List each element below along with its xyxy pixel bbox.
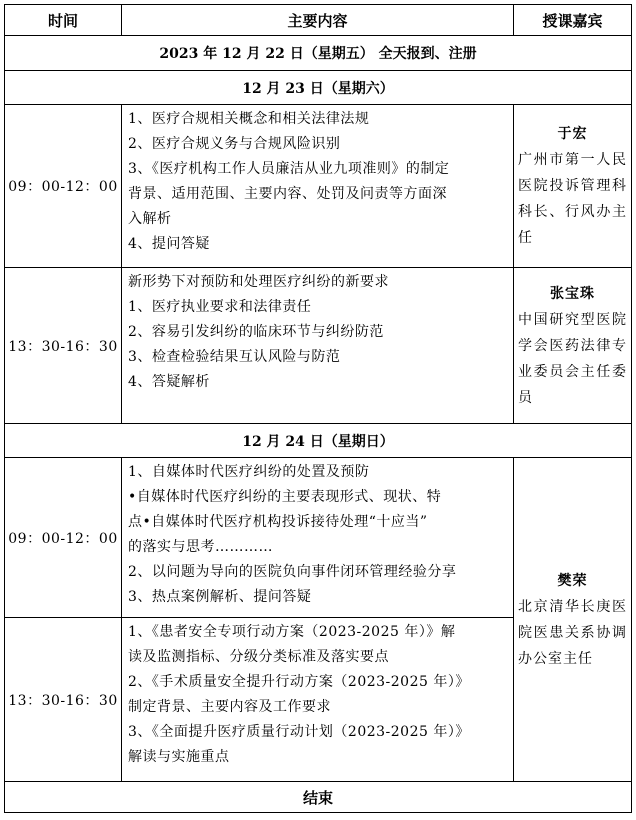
day2-row xyxy=(5,424,632,458)
content-line: 解读与实施重点 xyxy=(128,749,230,765)
content-line: 3、检查检验结果互认风险与防范 xyxy=(128,349,341,365)
content-line: 3、热点案例解析、提问答疑 xyxy=(128,589,312,605)
content-line: 的落实与思考………… xyxy=(128,539,273,555)
content-line: 新形势下对预防和处理医疗纠纷的新要求 xyxy=(128,274,389,290)
registration-row xyxy=(5,36,632,71)
end-row xyxy=(5,782,632,813)
end-label: 结束 xyxy=(5,782,632,813)
speaker-name: 张宝珠 xyxy=(550,285,595,302)
content-line: 1、医疗合规相关概念和相关法律法规 xyxy=(128,111,370,127)
content-line: 1、医疗执业要求和法律责任 xyxy=(128,299,312,315)
day1-session-morning xyxy=(5,105,632,268)
registration-text: 2023 年 12 月 22 日（星期五） 全天报到、注册 xyxy=(5,36,632,71)
content-line: 1、《患者安全专项行动方案（2023-2025 年）》解 xyxy=(128,624,456,640)
content-line: 1、自媒体时代医疗纠纷的处置及预防 xyxy=(128,464,370,480)
session-time: 09：00-12：00 xyxy=(5,105,122,268)
speaker-title: 广州市第一人民医院投诉管理科科长、行风办主任 xyxy=(518,152,627,246)
content-line: 2、以问题为导向的医院负向事件闭环管理经验分享 xyxy=(128,564,457,580)
day2-label: 12 月 24 日（星期日） xyxy=(5,424,632,458)
header-row xyxy=(5,5,632,36)
schedule-sheet xyxy=(4,4,631,816)
content-line: 2、《手术质量安全提升行动方案（2023-2025 年）》 xyxy=(128,674,470,690)
day1-label: 12 月 23 日（星期六） xyxy=(5,71,632,105)
session-content xyxy=(122,458,514,618)
header-speaker: 授课嘉宾 xyxy=(514,5,632,36)
day2-session-morning xyxy=(5,458,632,618)
speaker-cell xyxy=(514,458,632,782)
speaker-title: 中国研究型医院学会医药法律专业委员会主任委员 xyxy=(518,311,627,406)
session-time: 13：30-16：30 xyxy=(5,618,122,782)
schedule-table xyxy=(4,4,632,813)
content-line: 3、《全面提升医疗质量行动计划（2023-2025 年）》 xyxy=(128,724,470,740)
session-time: 13：30-16：30 xyxy=(5,268,122,424)
session-time: 09：00-12：00 xyxy=(5,458,122,618)
speaker-name: 于宏 xyxy=(557,126,588,142)
content-line: 4、提问答疑 xyxy=(128,236,210,252)
day1-session-afternoon xyxy=(5,268,632,424)
speaker-cell xyxy=(514,105,632,268)
speaker-name: 樊荣 xyxy=(557,572,588,589)
content-line: 读及监测指标、分级分类标准及落实要点 xyxy=(128,649,389,665)
header-time: 时间 xyxy=(5,5,122,36)
content-line: •自媒体时代医疗纠纷的主要表现形式、现状、特 xyxy=(128,489,442,505)
content-line: 2、容易引发纠纷的临床环节与纠纷防范 xyxy=(128,324,384,340)
session-content xyxy=(122,105,514,268)
speaker-cell xyxy=(514,268,632,424)
day1-row xyxy=(5,71,632,105)
session-content xyxy=(122,618,514,782)
content-line: 3、《医疗机构工作人员廉洁从业九项准则》的制定 xyxy=(128,161,450,177)
content-line: 点•自媒体时代医疗机构投诉接待处理“十应当” xyxy=(128,514,428,530)
content-line: 2、医疗合规义务与合规风险识别 xyxy=(128,136,341,152)
content-line: 制定背景、主要内容及工作要求 xyxy=(128,699,331,715)
content-line: 背景、适用范围、主要内容、处罚及问责等方面深 xyxy=(128,186,447,202)
content-line: 4、答疑解析 xyxy=(128,374,210,390)
content-line: 入解析 xyxy=(128,211,172,227)
header-content: 主要内容 xyxy=(122,5,514,36)
session-content xyxy=(122,268,514,424)
speaker-title: 北京清华长庚医院医患关系协调办公室主任 xyxy=(518,598,627,667)
